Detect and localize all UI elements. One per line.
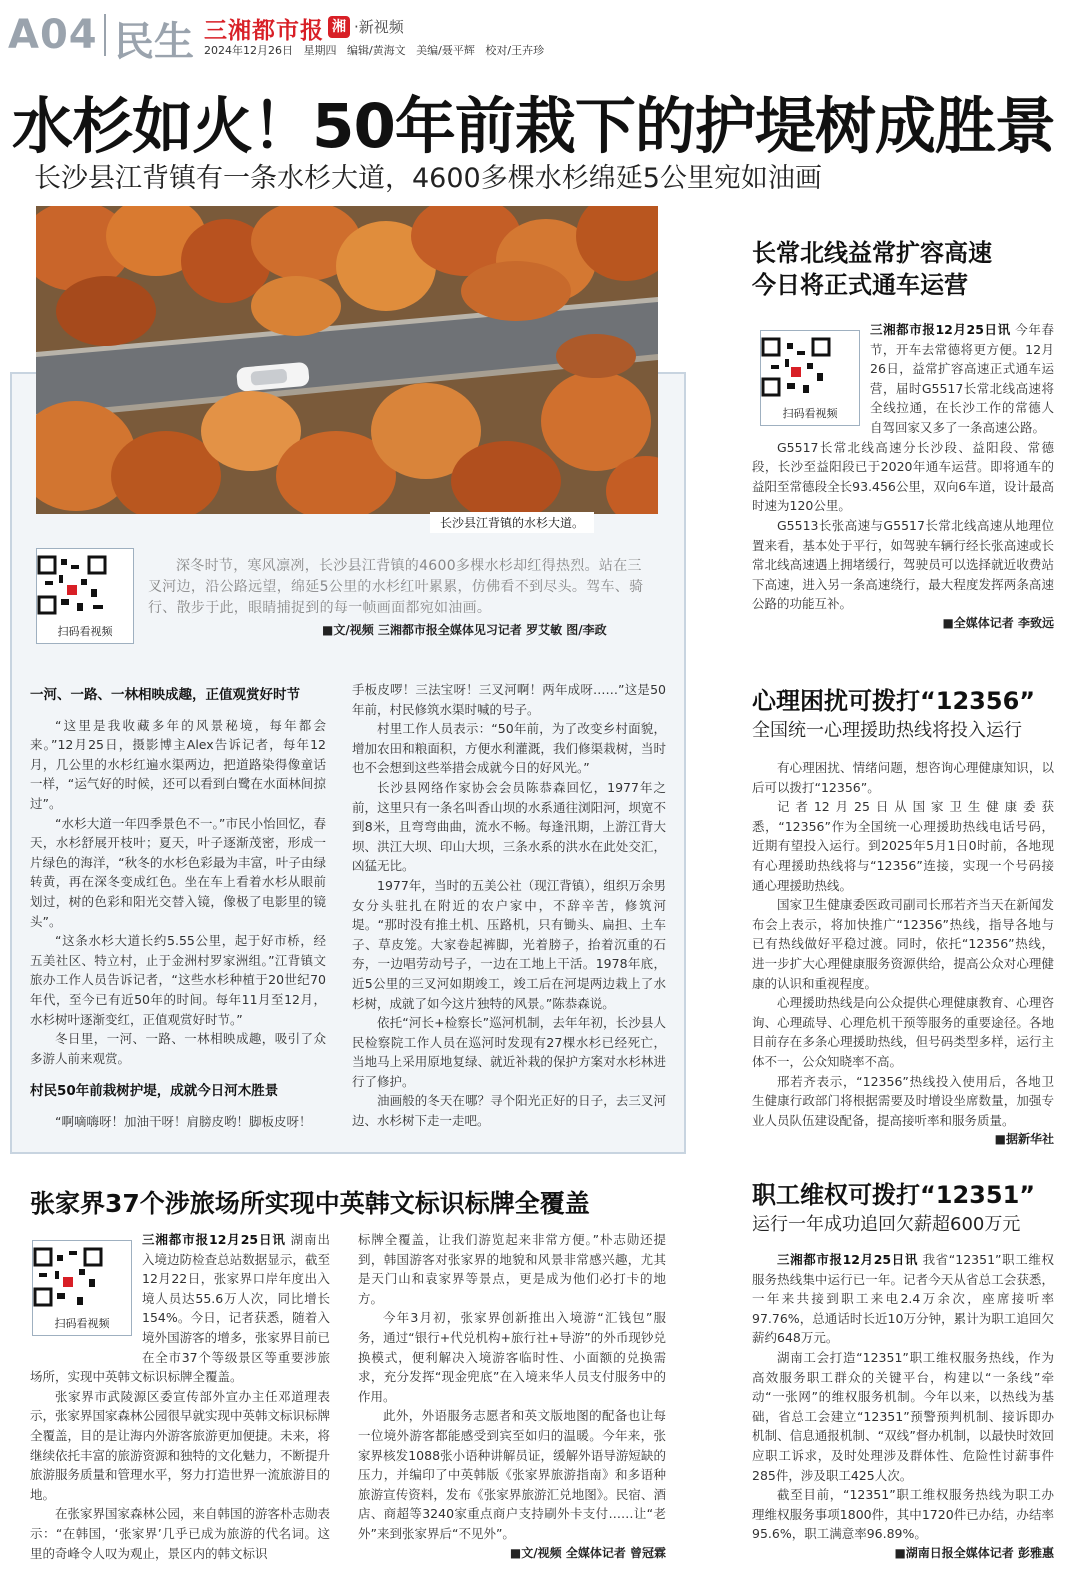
dateline: 三湘都市报12月25日讯 xyxy=(870,322,1011,337)
lead-column-1 xyxy=(30,680,326,1131)
qr-label: 扫码看视频 xyxy=(54,1317,110,1330)
paragraph: 张家界市武陵源区委宣传部外宣办主任邓道理表示，张家界国家森林公园很早就实现中英韩文标识标牌全覆盖，目的是让海内外游客旅游更加便捷。未来，将继续依托丰富的旅游资源和独特的文化魅力，不断提升旅游服务质量和管理水平，努力打造世界一流旅游目的地。 xyxy=(30,1388,331,1502)
paragraph: G5513长张高速与G5517长常北线高速从地理位置来看，基本处于平行，如驾驶车辆行经长张高速或长常北线高速遇上拥堵缓行，驾驶员可以选择就近收费站下高速，进入另一条高速绕行，最大程度发挥两条高速公路的功能互补。 xyxy=(752,517,1054,612)
side-story-2-byline: ■据新华社 xyxy=(994,1132,1054,1147)
paragraph: “这条水杉大道长约5.55公里，起于好市桥，经五美社区、特立村，止于金洲村罗家洲组。”江背镇文旅办工作人员告诉记者，“这些水杉种植于20世纪70年代，至今已有近50年的时间。每年11月至12月，水杉树叶逐渐变红，正值观赏好时节。” xyxy=(30,933,326,1027)
paragraph: “这里是我收藏多年的风景秘境，每年都会来。”12月25日，摄影博主Alex告诉记者，每年12月，几公里的水杉红遍水渠两边，把道路染得像童话一样，“运气好的时候，还可以看到白鹭在水面林间掠过”。 xyxy=(30,717,326,811)
paragraph: 国家卫生健康委医政司副司长邢若齐当天在新闻发布会上表示，将加快推广“12356”热线，指导各地与已有热线做好平稳过渡。同时，依托“12356”热线，进一步扩大心理健康服务资源供给，提高公众对心理健康的认识和重视程度。 xyxy=(752,897,1054,991)
paragraph: 村里工作人员表示：“50年前，为了改变乡村面貌，增加农田和粮面积，方便水利灌溉，我们修渠栽树，当时也不会想到这些举措会成就今日的好风光。” xyxy=(352,721,666,776)
qr-label: 扫码看视频 xyxy=(782,407,838,420)
side-story-3-body xyxy=(752,1250,1054,1564)
side-story-3-subtitle: 运行一年成功追回欠薪超600万元 xyxy=(752,1214,1021,1235)
paragraph: G5517长常北线高速分长沙段、益阳段、常德段，长沙至益阳段已于2020年通车运营。即将通车的益阳至常德段全长93.456公里，双向6车道，设计最高时速为120公里。 xyxy=(752,439,1054,514)
bottom-story-byline: ■文/视频 全媒体记者 曾冠霖 xyxy=(509,1545,666,1560)
paragraph: 今年3月初，张家界创新推出入境游“汇钱包”服务，通过“银行+代兑机构+旅行社+导游”的外币现钞兑换模式，便利解决入境游客临时性、小面额的兑换需求，充分发挥“现金兜底”在入境来华人员支付服务中的作用。 xyxy=(358,1310,666,1404)
dateline: 三湘都市报12月25日讯 xyxy=(777,1252,918,1267)
paragraph: 邢若齐表示，“12356”热线投入使用后，各地卫生健康行政部门将根据需要及时增设坐席数量，加强专业人员队伍建设配备，提高接听率和服务质量。 xyxy=(752,1073,1054,1128)
side-story-1-title-line1: 长常北线益常扩容高速 xyxy=(752,239,992,267)
side-story-3-byline: ■湖南日报全媒体记者 彭雅惠 xyxy=(894,1545,1054,1560)
lead-byline: ■文/视频 三湘都市报全媒体见习记者 罗艾敏 图/李政 xyxy=(322,623,607,637)
paragraph: 湖南工会打造“12351”职工维权服务热线，作为高效服务职工群众的关键平台，构建以“一条线”牵动“一张网”的维权服务机制。今年以来，以热线为基础，省总工会建立“12351”预警预判机制、接诉即办机制、信息通报机制、“双线”督办机制，以最快时效回应职工诉求，及时处理涉及群体性、危险性讨薪事件285件，涉及职工425人次。 xyxy=(752,1349,1054,1483)
paragraph-text: 我省“12351”职工维权服务热线集中运行已一年。记者今天从省总工会获悉，一年来共接到职工来电2.4万余次，座席接听率97.76%，总通话时长近10万分钟，累计为职工追回欠薪约648万元。 xyxy=(752,1252,1054,1346)
brand-sub: ·新视频 xyxy=(354,18,404,36)
paragraph: 心理援助热线是向公众提供心理健康教育、心理咨询、心理疏导、心理危机干预等服务的重要途径。各地目前存在多条心理援助热线，但号码类型多样，运行主体不一，公众知晓率不高。 xyxy=(752,995,1054,1069)
column-heading: 一河、一路、一林相映成趣，正值观赏好时节 xyxy=(30,687,300,703)
bottom-story-column-2 xyxy=(358,1230,666,1563)
paragraph: “啊嘀嗨呀！加油干呀！肩膀皮哟！脚板皮呀！ xyxy=(55,1113,312,1129)
paragraph: 截至目前，“12351”职工维权服务热线为职工办理维权服务事项1800件，其中1720件已办结，办结率95.6%，职工满意率96.89%。 xyxy=(752,1487,1054,1542)
paragraph: 有心理困扰、情绪问题，想咨询心理健康知识，以后可以拨打“12356”。 xyxy=(752,760,1054,795)
photo-caption: 长沙县江背镇的水杉大道。 xyxy=(430,512,594,533)
page-number: A04 xyxy=(8,12,98,58)
paragraph: 记者12月25日从国家卫生健康委获悉，“12356”作为全国统一心理援助热线电话号码，近期有望投入运行。到2025年5月1日0时前，各地现有心理援助热线将与“12356”连接，实现一个号码接通心理援助热线。 xyxy=(752,799,1054,893)
paragraph: 长沙县网络作家协会会员陈恭森回忆，1977年之前，这里只有一条名叫香山坝的水系通往浏阳河，坝宽不到8米，且弯弯曲曲，流水不畅。每逢汛期，上游江背大坝、洪江大坝、印山大坝，三条水系的洪水在此处交汇，凶猛无比。 xyxy=(352,779,666,874)
paragraph: 1977年，当时的五美公社（现江背镇），组织万余男女分头驻扎在附近的农户家中，不辞辛苦，修筑河堤。“那时没有推土机、压路机，只有锄头、扁担、土车子、草皮笼。大家卷起裤脚，光着膀子，抬着沉重的石夯，一边唱劳动号子，一边在工地上干活。1978年底，近5公里的三叉河如期竣工，竣工后在河堤两边栽上了水杉树，成就了如今这片独特的风景。”陈恭森说。 xyxy=(352,877,667,1011)
paragraph: “水杉大道一年四季景色不一。”市民小怡回忆，春天，水杉舒展开枝叶；夏天，叶子逐渐茂密，形成一片绿色的海洋，“秋冬的水杉色彩最为丰富，叶子由绿转黄，再在深冬变成红色。坐在车上看着水杉从眼前划过，树的色彩和阳光交替入镜，像极了电影里的镜头”。 xyxy=(30,815,326,929)
side-story-2-body xyxy=(752,758,1054,1150)
side-story-1-byline: ■全媒体记者 李致远 xyxy=(942,615,1054,630)
lead-qr-code[interactable] xyxy=(36,548,134,644)
column-heading: 村民50年前栽树护堤，成就今日河木胜景 xyxy=(30,1083,279,1100)
paragraph-text: 今年春节，开车去常德将更方便。12月26日，益常扩容高速正式通车运营，届时G5517长常北线高速将全线拉通，在长沙工作的常德人自驾回家又多了一条高速公路。 xyxy=(870,322,1054,435)
paragraph: 手板皮啰！三法宝呀！三叉河啊！两年成呀……”这是50年前，村民修筑水渠时喊的号子。 xyxy=(352,682,666,717)
bottom-story-title: 张家界37个涉旅场所实现中英韩文标识标牌全覆盖 xyxy=(30,1189,590,1218)
issue-meta: 2024年12月26日 星期四 编辑/黄海文 美编/聂平辉 校对/王卉珍 xyxy=(204,44,545,57)
paragraph-text: 湖南出入境边防检查总站数据显示，截至12月22日，张家界口岸年度出入境人员达55.6万人次，同比增长154%。今日，记者获悉，随着入境外国游客的增多，张家界目前已在全市37个等级景区等重要涉旅场所，实现中英韩文标识标牌全覆盖。 xyxy=(30,1232,330,1385)
section-name: 民生 xyxy=(114,19,194,65)
bottom-story-column-1 xyxy=(30,1230,330,1563)
lead-headline: 水杉如火！50年前栽下的护堤树成胜景 xyxy=(12,91,1055,162)
newspaper-brand: 三湘都市报 xyxy=(204,18,324,44)
dateline: 三湘都市报12月25日讯 xyxy=(142,1232,286,1247)
paragraph: 油画般的冬天在哪？寻个阳光正好的日子，去三叉河边、水杉树下走一走吧。 xyxy=(352,1093,666,1129)
paragraph: 依托“河长+检察长”巡河机制，去年年初，长沙县人民检察院工作人员在巡河时发现有27棵水杉已经死亡，当地马上采用原地复绿、就近补栽的保护方案对水杉林进行了修护。 xyxy=(352,1015,666,1089)
paragraph: 此外，外语服务志愿者和英文版地图的配备也让每一位境外游客都能感受到宾至如归的温暖。今年来，张家界核发1088张小语种讲解员证，缓解外语导游短缺的压力，并编印了中英韩版《张家界旅游指南》和多语种旅游宣传资料，发布《张家界旅游汇兑地图》。民宿、酒店、商超等3240家重点商户支持刷外卡支付……让“老外”来到张家界后“不见外”。 xyxy=(358,1408,666,1541)
lead-subheadline: 长沙县江背镇有一条水杉大道，4600多棵水杉绵延5公里宛如油画 xyxy=(34,163,822,194)
paragraph: 标牌全覆盖，让我们游览起来非常方便。”朴志勋还提到，韩国游客对张家界的地貌和风景非常感兴趣，尤其是天门山和袁家界等景点，更是成为他们必打卡的地方。 xyxy=(358,1232,666,1306)
side-story-2-subtitle: 全国统一心理援助热线将投入运行 xyxy=(752,720,1022,741)
brand-logo-icon: 湘 xyxy=(328,16,350,38)
side-story-1-body xyxy=(752,320,1054,634)
paragraph: 在张家界国家森林公园，来自韩国的游客朴志勋表示：“在韩国，‘张家界’几乎已成为旅游的代名词。这里的奇峰令人叹为观止，景区内的韩文标识 xyxy=(30,1506,331,1561)
photo-illustration xyxy=(36,206,658,514)
qr-label: 扫码看视频 xyxy=(57,625,113,638)
qr-code-icon xyxy=(37,555,107,615)
side-story-1-title-line2: 今日将正式通车运营 xyxy=(752,271,968,299)
header-divider xyxy=(104,14,106,56)
paragraph xyxy=(752,1250,1054,1348)
side-story-3-title: 职工维权可拨打“12351” xyxy=(752,1181,1036,1209)
lead-column-2 xyxy=(352,680,666,1131)
lead-intro: 深冬时节，寒风凛冽，长沙县江背镇的4600多棵水杉却红得热烈。站在三叉河边，沿公路远望，绵延5公里的水杉红叶累累，仿佛看不到尽头。驾车、骑行、散步于此，眼睛捕捉到的每一帧画面都宛如油画。 xyxy=(148,558,644,616)
metasequoia-avenue-photo xyxy=(36,206,658,514)
paragraph: 冬日里，一河、一路、一林相映成趣，吸引了众多游人前来观赏。 xyxy=(30,1031,326,1066)
side-story-2-title: 心理困扰可拨打“12356” xyxy=(752,687,1036,715)
